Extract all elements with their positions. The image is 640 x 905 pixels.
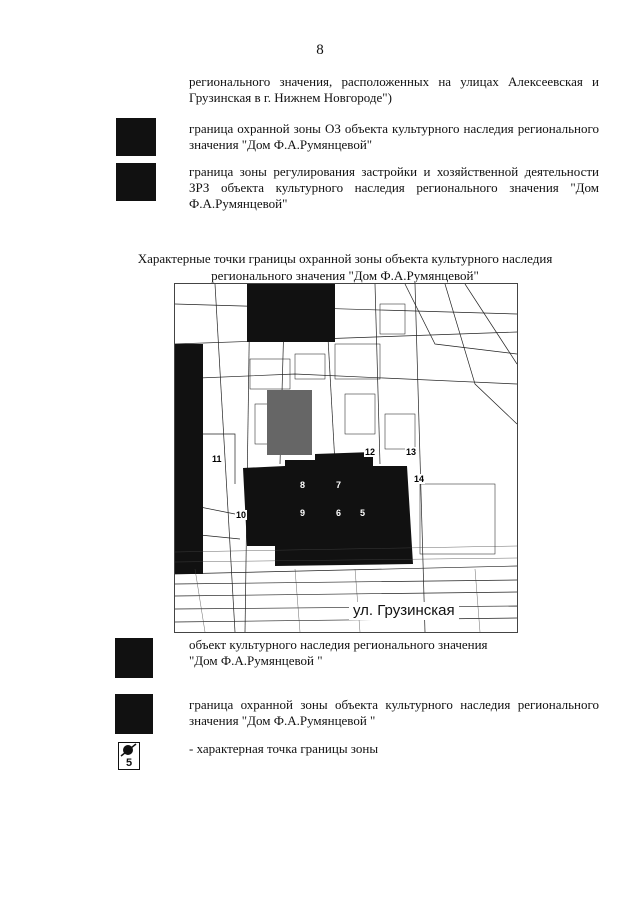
map-point-6: 6 bbox=[336, 508, 342, 518]
site-plan-map bbox=[174, 283, 518, 633]
legend-swatch-protection-zone bbox=[115, 694, 153, 734]
map-point-8: 8 bbox=[300, 480, 306, 490]
legend-text-zrz: граница зоны регулирования застройки и хозяйственной деятельности ЗРЗ объекта культурного наследия регионального значения "Дом Ф.А.Румянцевой" bbox=[189, 164, 599, 211]
map-point-14: 14 bbox=[414, 474, 425, 484]
map-drawing bbox=[175, 284, 517, 632]
legend-swatch-heritage-object bbox=[115, 638, 153, 678]
legend-text-oz: граница охранной зоны ОЗ объекта культурного наследия регионального значения "Дом Ф.А.Румянцевой" bbox=[189, 121, 599, 152]
street-label: ул. Грузинская bbox=[349, 602, 459, 620]
map-point-10: 10 bbox=[236, 510, 247, 520]
map-point-13: 13 bbox=[406, 447, 417, 457]
characteristic-point-icon bbox=[118, 742, 140, 770]
legend-swatch-zrz bbox=[116, 163, 156, 201]
legend-text-heritage-object: объект культурного наследия регионального значения "Дом Ф.А.Румянцевой " bbox=[189, 637, 488, 668]
caption-line-2: регионального значения "Дом Ф.А.Румянцевой" bbox=[211, 268, 479, 283]
map-point-9: 9 bbox=[300, 508, 306, 518]
point-marker-icon bbox=[119, 743, 138, 757]
map-point-7: 7 bbox=[336, 480, 342, 490]
intro-text: регионального значения, расположенных на улицах Алексеевская и Грузинская в г. Нижнем Новгороде") bbox=[189, 74, 599, 105]
legend-text-protection-zone: граница охранной зоны объекта культурного наследия регионального значения "Дом Ф.А.Румянцевой " bbox=[189, 697, 599, 728]
map-point-5: 5 bbox=[360, 508, 366, 518]
caption bbox=[100, 250, 590, 284]
legend-swatch-oz bbox=[116, 118, 156, 156]
map-point-11: 11 bbox=[212, 454, 222, 464]
caption-line-1: Характерные точки границы охранной зоны объекта культурного наследия bbox=[137, 251, 553, 266]
legend-text-characteristic-point: - характерная точка границы зоны bbox=[189, 741, 379, 756]
point-icon-number: 5 bbox=[125, 757, 133, 769]
page-number: 8 bbox=[316, 42, 324, 58]
map-point-12: 12 bbox=[365, 447, 376, 457]
